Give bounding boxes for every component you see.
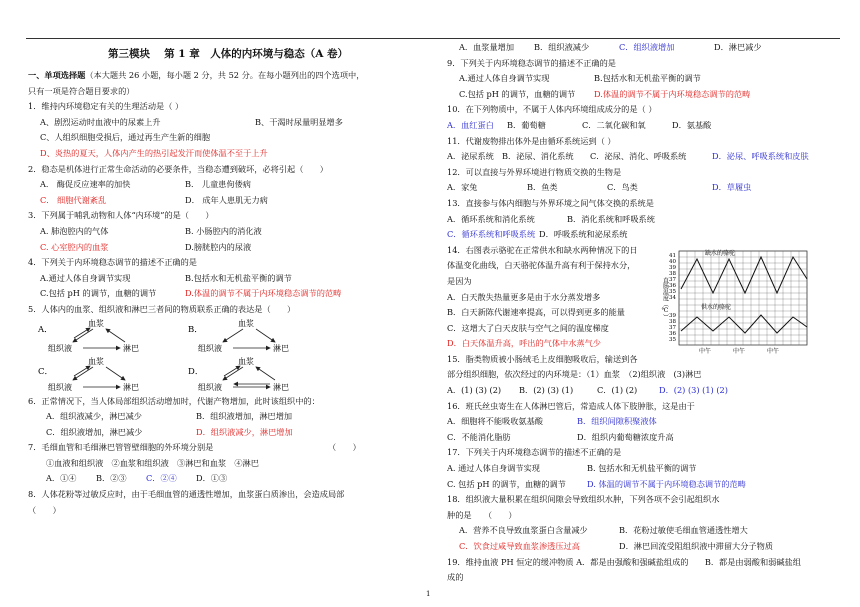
q17-option-b: B. 包括水和无机盐平衡的调节 [587, 463, 697, 474]
diagram-a-label: A． [38, 324, 53, 335]
diagram-b-plasma: 血浆 [238, 318, 254, 328]
q10-options [447, 118, 842, 134]
q8-option-c: C．组织液增加 [619, 42, 675, 52]
q5-diagrams [28, 318, 428, 394]
q6-option-d: D．组织液减少，淋巴增加 [196, 426, 293, 437]
q14-stem-2: 体温变化曲线，白天骆驼体温升高有利于保持水分， [447, 260, 636, 271]
page-title: 第三模块 第 1 章 人体的内环境与稳态（A 卷） [107, 48, 349, 60]
q7-items: ①血液和组织液 ②血浆和组织液 ③淋巴和血浆 ④淋巴 [46, 457, 259, 468]
q16-options-ab [447, 414, 842, 430]
q3-option-a: A. 肺泡腔内的气体 [40, 225, 109, 236]
q4-option-c: C.包括 pH 的调节，血糖的调节 [40, 288, 157, 299]
q4-option-a: A.通过人体自身调节实现 [40, 272, 131, 283]
header-rule [26, 38, 840, 39]
q13-options-ab [447, 212, 842, 228]
figure-ylabel: 直肠温度（℃） [661, 277, 669, 320]
q3-options-ab [28, 224, 428, 240]
q15-option-a: A．(1) (3) (2) [447, 385, 502, 396]
diagram-d-plasma: 血浆 [238, 356, 254, 366]
q4-stem: 4．下列关于内环境稳态调节的描述不正确的是 [28, 257, 197, 268]
q3-option-c: C. 心室腔内的血浆 [40, 241, 109, 252]
q17-option-c: C. 包括 pH 的调节，血糖的调节 [447, 478, 566, 489]
q18-options-ab [447, 523, 842, 539]
q12-options [447, 180, 842, 196]
q10-option-a: A．血红蛋白 [447, 119, 494, 130]
diagram-a-plasma: 血浆 [88, 318, 104, 328]
q14-option-d: D．白天体温升高，呼出的气体中水蒸气少 [447, 338, 601, 349]
q16-options-cd [447, 430, 842, 446]
q6-stem: 6．正常情况下，当人体局部组织活动增加时，代谢产物增加，此时该组织中的： [28, 395, 320, 406]
q18-option-b: B．花粉过敏使毛细血管通透性增大 [619, 525, 748, 536]
y-tick-bottom: 37 [669, 325, 676, 331]
figure-xlabel-1: 中午 [699, 348, 712, 355]
diagram-b-lymph: 淋巴 [273, 343, 289, 353]
q8-stem-1: 8．人体花粉等过敏反应时，由于毛细血管的通透性增加，血浆蛋白质渗出，会造成局部 [28, 489, 345, 500]
q5-diagram-svg [28, 318, 428, 394]
section-label: 一、单项选择题 [28, 70, 86, 80]
q3-stem: 3．下列属于哺乳动物和人体“内环境”的是（ ） [28, 210, 214, 221]
q9-stem: 9．下列关于内环境稳态调节的描述不正确的是 [447, 57, 616, 68]
y-tick-bottom: 35 [669, 337, 676, 343]
section-desc-1: （本大题共 26 小题，每小题 2 分，共 52 分。在每小题列出的四个选项中， [85, 70, 365, 80]
q1-option-d: D、炎热的夏天，人体内产生的热引起发汗而使体温不至于上升 [40, 147, 268, 158]
q14-option-c: C．这增大了白天皮肤与空气之间的温度梯度 [447, 322, 609, 333]
q7-options [28, 471, 428, 487]
y-tick-bottom: 39 [669, 313, 676, 319]
q6-options-cd [28, 425, 428, 441]
y-tick-top: 39 [669, 265, 676, 271]
q4-option-d: D.体温的调节不属于内环境稳态调节的范畴 [185, 288, 342, 299]
q4-option-b: B.包括水和无机盐平衡的调节 [185, 272, 292, 283]
q16-option-d: D．组织内葡萄糖浓度升高 [577, 431, 674, 442]
q17-option-a: A. 通过人体自身调节实现 [447, 463, 540, 474]
q7-stem: 7．毛细血管和毛细淋巴管管壁细胞的外环境分别是 [28, 442, 214, 453]
q16-option-a: A．细胞将不能吸收氨基酸 [447, 416, 543, 427]
q3-option-d: D.膀胱腔内的尿液 [185, 241, 252, 252]
q16-stem: 16．班氏丝虫寄生在人体淋巴管后，常造成人体下肢肿胀，这是由于 [447, 400, 695, 411]
q11-options [447, 149, 842, 165]
q14-stem-1: 14．右图表示骆驼在正常供水和缺水两种情况下的日 [447, 244, 638, 255]
q10-option-b: B．葡萄糖 [507, 119, 546, 130]
q13-option-b: B．消化系统和呼吸系统 [567, 213, 655, 224]
diagram-c-lymph: 淋巴 [123, 382, 139, 392]
page-number: 1 [426, 590, 431, 598]
figure-label-dehydrated: 缺水的骆驼 [705, 250, 736, 257]
q13-option-c: C．循环系统和呼吸系统 [447, 229, 536, 240]
q15-stem-1: 15．脂类物质被小肠绒毛上皮细胞吸收后，输送到各 [447, 353, 638, 364]
q8-option-a: A．血浆量增加 [459, 42, 515, 52]
q6-options-ab [28, 409, 428, 425]
q1-options-ab [28, 115, 428, 131]
q11-option-a: A．泌尿系统 [447, 151, 494, 162]
q18-stem-2: 肿的是 （ ） [447, 509, 517, 520]
q7-paren: （ ） [328, 442, 361, 453]
figure-label-watered: 供水的骆驼 [701, 304, 732, 311]
q7-option-c: C．②④ [146, 473, 177, 484]
q8-option-b: B．组织液减少 [534, 42, 590, 52]
q13-options-cd [447, 227, 842, 243]
left-column [28, 44, 428, 518]
q13-option-a: A．循环系统和消化系统 [447, 213, 535, 224]
q9-option-c: C.包括 pH 的调节，血糖的调节 [459, 88, 576, 99]
q2-option-d: D． 成年人患肌无力病 [185, 194, 268, 205]
q12-option-b: B．鱼类 [527, 182, 558, 193]
q8-options [447, 40, 842, 56]
diagram-b-label: B． [188, 324, 203, 335]
q15-options [447, 383, 842, 399]
q11-stem: 11．代谢废物排出体外是由循环系统运到（ ） [447, 135, 616, 146]
y-tick-top: 35 [669, 289, 676, 295]
camel-temperature-figure [661, 249, 841, 359]
q10-stem: 10．在下列物质中，不属于人体内环境组成成分的是（ ） [447, 104, 657, 115]
q9-option-b: B.包括水和无机盐平衡的调节 [594, 73, 701, 84]
q9-option-d: D.体温的调节不属于内环境稳态调节的范畴 [594, 88, 751, 99]
q6-option-c: C．组织液增加，淋巴减少 [46, 426, 143, 437]
q14-option-b: B．白天新陈代谢速率提高，可以得到更多的能量 [447, 307, 625, 318]
q11-option-b: B．泌尿、消化系统 [502, 151, 574, 162]
q16-option-b: B．组织间隙积聚液体 [577, 416, 657, 427]
q13-stem: 13．直接参与体内细胞与外界环境之间气体交换的系统是 [447, 197, 654, 208]
diagram-d-tissue: 组织液 [198, 382, 222, 392]
q7-stem-line [28, 440, 428, 456]
q9-options-ab [447, 71, 842, 87]
q17-options-cd [447, 477, 842, 493]
y-tick-top: 41 [669, 253, 676, 259]
q1-option-c: C、人组织细胞受损后，通过再生产生新的细胞 [40, 132, 211, 143]
q10-option-c: C．二氧化碳和氧 [582, 119, 646, 130]
y-tick-top: 36 [669, 283, 676, 289]
section-desc-2: 只有一项是符合题目要求的） [28, 85, 135, 96]
diagram-b-tissue: 组织液 [198, 343, 222, 353]
q15-option-c: C．(1) (2) [597, 385, 638, 396]
q15-option-d: D．(2) (3) (1) (2) [659, 385, 728, 396]
q2-stem: 2．稳态是机体进行正常生命活动的必要条件，当稳态遭到破坏，必将引起（ ） [28, 163, 328, 174]
q4-options-cd [28, 286, 428, 302]
q17-stem: 17．下列关于内环境稳态调节的描述不正确的是 [447, 447, 622, 458]
q12-option-d: D．草履虫 [712, 182, 752, 193]
y-tick-top: 34 [669, 295, 676, 301]
y-tick-top: 38 [669, 271, 676, 277]
q3-option-b: B. 小肠腔内的消化液 [185, 225, 262, 236]
y-tick-top: 40 [669, 259, 676, 265]
q8-stem-2: （ ） [28, 504, 61, 515]
q1-option-a: A、剧烈运动时血液中的尿素上升 [40, 116, 161, 127]
q18-option-c: C．饮食过咸导致血浆渗透压过高 [459, 541, 580, 551]
y-tick-bottom: 36 [669, 331, 676, 337]
q17-options-ab [447, 461, 842, 477]
q2-option-a: A． 酶促反应速率的加快 [40, 179, 131, 190]
q12-stem: 12．可以直接与外界环境进行物质交换的生物是 [447, 166, 622, 177]
q6-option-a: A．组织液减少，淋巴减少 [46, 411, 142, 422]
q18-options-cd [447, 539, 842, 555]
q11-option-c: C．泌尿、消化、呼吸系统 [590, 151, 687, 162]
q9-options-cd [447, 87, 842, 103]
q19-stem-1: 19．维持血液 PH 恒定的缓冲物质 A．都是由强酸和强碱盐组成的 B．都是由弱酸和弱碱盐组 [447, 556, 801, 567]
q8-option-d: D．淋巴减少 [714, 42, 762, 52]
diagram-c-tissue: 组织液 [48, 382, 72, 392]
figure-y-ticks [669, 253, 676, 343]
q18-option-d: D．淋巴回流受阻组织液中滞留大分子物质 [619, 541, 773, 551]
figure-xlabel-2: 中午 [733, 348, 746, 355]
y-tick-bottom: 38 [669, 319, 676, 325]
diagram-d-label: D． [188, 366, 204, 377]
figure-xlabel-3: 中午 [767, 348, 780, 355]
q15-option-b: B．(2) (3) (1) [519, 385, 574, 396]
q7-option-b: B．②③ [96, 473, 127, 484]
q2-options-ab [28, 177, 428, 193]
diagram-a-tissue: 组织液 [48, 343, 72, 353]
q12-option-c: C．鸟类 [607, 182, 638, 193]
q18-stem-1: 18．组织液大量积累在组织间隙会导致组织水肿，下列各项不会引起组织水 [447, 494, 720, 505]
q11-option-d: D．泌尿、呼吸系统和皮肤 [712, 151, 809, 162]
diagram-d-lymph: 淋巴 [273, 382, 289, 392]
q1-option-b: B、干渴时尿量明显增多 [255, 116, 343, 127]
diagram-c-plasma: 血浆 [88, 356, 104, 366]
q15-stem-2: 部分组织细胞，依次经过的内环境是：（1）血浆 （2)组织液 (3)淋巴 [447, 369, 702, 380]
q13-option-d: D．呼吸系统和泌尿系统 [539, 229, 628, 240]
q2-options-cd [28, 193, 428, 209]
q7-option-a: A．①④ [46, 473, 77, 484]
q5-stem: 5．人体内的血浆、组织液和淋巴三者间的物质联系正确的表达是（ ） [28, 303, 296, 314]
q4-options-ab [28, 271, 428, 287]
section-header [28, 68, 428, 84]
q2-option-b: B． 儿童患佝偻病 [185, 179, 251, 190]
q6-option-b: B．组织液增加，淋巴增加 [196, 411, 293, 422]
q7-option-d: D．①③ [196, 473, 228, 484]
diagram-a-lymph: 淋巴 [123, 343, 139, 353]
q3-options-cd [28, 240, 428, 256]
q14-stem-3: 是因为 [447, 275, 472, 286]
q10-option-d: D．氨基酸 [672, 119, 712, 130]
q18-option-a: A．营养不良导致血浆蛋白含量减少 [459, 525, 588, 536]
q16-option-c: C．不能消化脂肪 [447, 431, 511, 442]
q9-option-a: A.通过人体自身调节实现 [459, 73, 550, 84]
y-tick-top: 37 [669, 277, 676, 283]
q12-option-a: A．家兔 [447, 182, 478, 193]
diagram-c-label: C． [38, 366, 54, 377]
q17-option-d: D. 体温的调节不属于内环境稳态调节的范畴 [587, 478, 746, 489]
q1-stem: 1．维持内环境稳定有关的生理活动是（ ） [28, 101, 184, 112]
q2-option-c: C． 细胞代谢紊乱 [40, 194, 107, 205]
q14-option-a: A．白天散失热量更多是由于水分蒸发增多 [447, 291, 601, 302]
q19-stem-2: 成的 [447, 572, 464, 583]
